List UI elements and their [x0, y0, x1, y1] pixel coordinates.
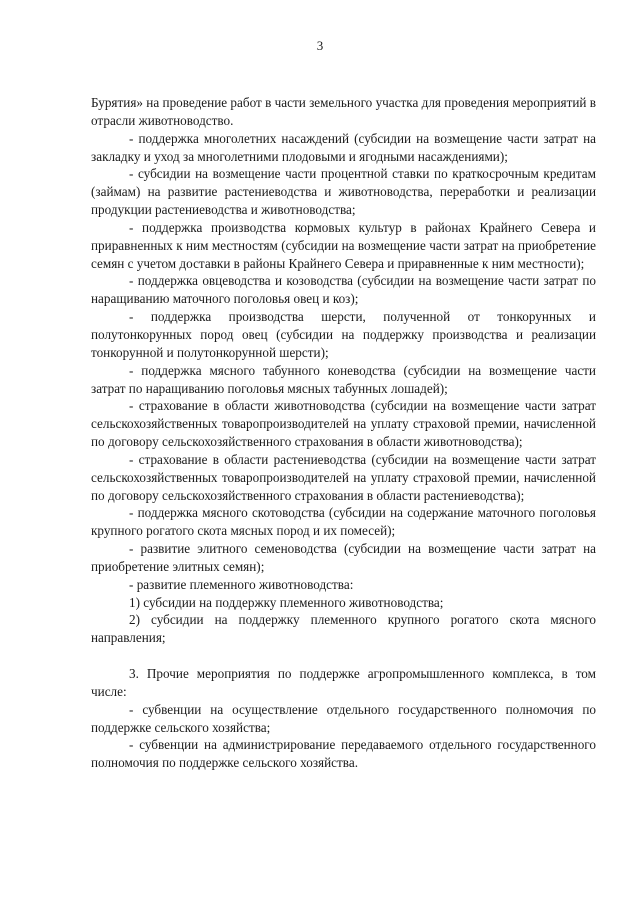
list-item-pedigree-breeding: - развитие племенного животноводства: [129, 576, 354, 592]
sub-item-1: 1) субсидии на поддержку племенного животноводства; [129, 594, 444, 610]
list-item-subventions-implementation: - субвенции на осуществление отдельного государственного полномочия по поддержке сельского хозяйства; [91, 701, 596, 735]
list-item-interest-rate-subsidy: - субсидии на возмещение части процентной ставки по краткосрочным кредитам (займам) на развитие растениеводства и животноводства, переработки и реализации продукции растениеводства и животноводства; [91, 166, 596, 218]
list-item-crop-insurance: - страхование в области растениеводства (субсидии на возмещение части затрат сельскохозяйственных товаропроизводителей на уплату страховой премии, начисленной по договору сельскохозяйственного страхования в области растениеводства); [91, 451, 596, 503]
list-item-subventions-administration: - субвенции на администрирование передаваемого отдельного государственного полномочия по поддержке сельского хозяйства. [91, 737, 596, 771]
list-item-horse-breeding: - поддержка мясного табунного коневодства (субсидии на возмещение части затрат по наращиванию поголовья мясных табунных лошадей); [91, 362, 596, 396]
list-item-livestock-insurance: - страхование в области животноводства (субсидии на возмещение части затрат сельскохозяйственных товаропроизводителей на уплату страховой премии, начисленной по договору сельскохозяйственного страхования в области животноводства); [91, 398, 596, 450]
list-item-fodder-crops: - поддержка производства кормовых культур в районах Крайнего Севера и приравненных к ним местностям (субсидии на возмещение части затрат на приобретение семян с учетом доставки в районы Крайнего Севера и приравненные к ним местности); [91, 219, 596, 271]
list-item-wool-production: - поддержка производства шерсти, полученной от тонкорунных и полутонкорунных пород овец (субсидии на поддержку производства и реализации тонкорунной и полутонкорунной шерсти); [91, 309, 596, 360]
list-item-perennial-plantings: - поддержка многолетних насаждений (субсидии на возмещение части затрат на закладку и уход за многолетними плодовыми и ягодными насаждениями); [91, 130, 596, 164]
list-item-beef-cattle: - поддержка мясного скотоводства (субсидии на содержание маточного поголовья крупного рогатого скота мясных пород и их помесей); [91, 505, 596, 539]
list-item-elite-seeds: - развитие элитного семеноводства (субсидии на возмещение части затрат на приобретение элитных семян); [91, 541, 596, 574]
paragraph-continuation: Бурятия» на проведение работ в части земельного участка для проведения мероприятий в отрасли животноводство. [91, 95, 596, 128]
list-item-sheep-goat-breeding: - поддержка овцеводства и козоводства (субсидии на возмещение части затрат по наращиванию маточного поголовья овец и коз); [91, 273, 596, 307]
sub-item-2: 2) субсидии на поддержку племенного крупного рогатого скота мясного направления; [91, 612, 596, 646]
section-3-heading: 3. Прочие мероприятия по поддержке агропромышленного комплекса, в том числе: [91, 666, 596, 699]
document-body [91, 94, 596, 772]
page-number: 3 [316, 38, 324, 53]
